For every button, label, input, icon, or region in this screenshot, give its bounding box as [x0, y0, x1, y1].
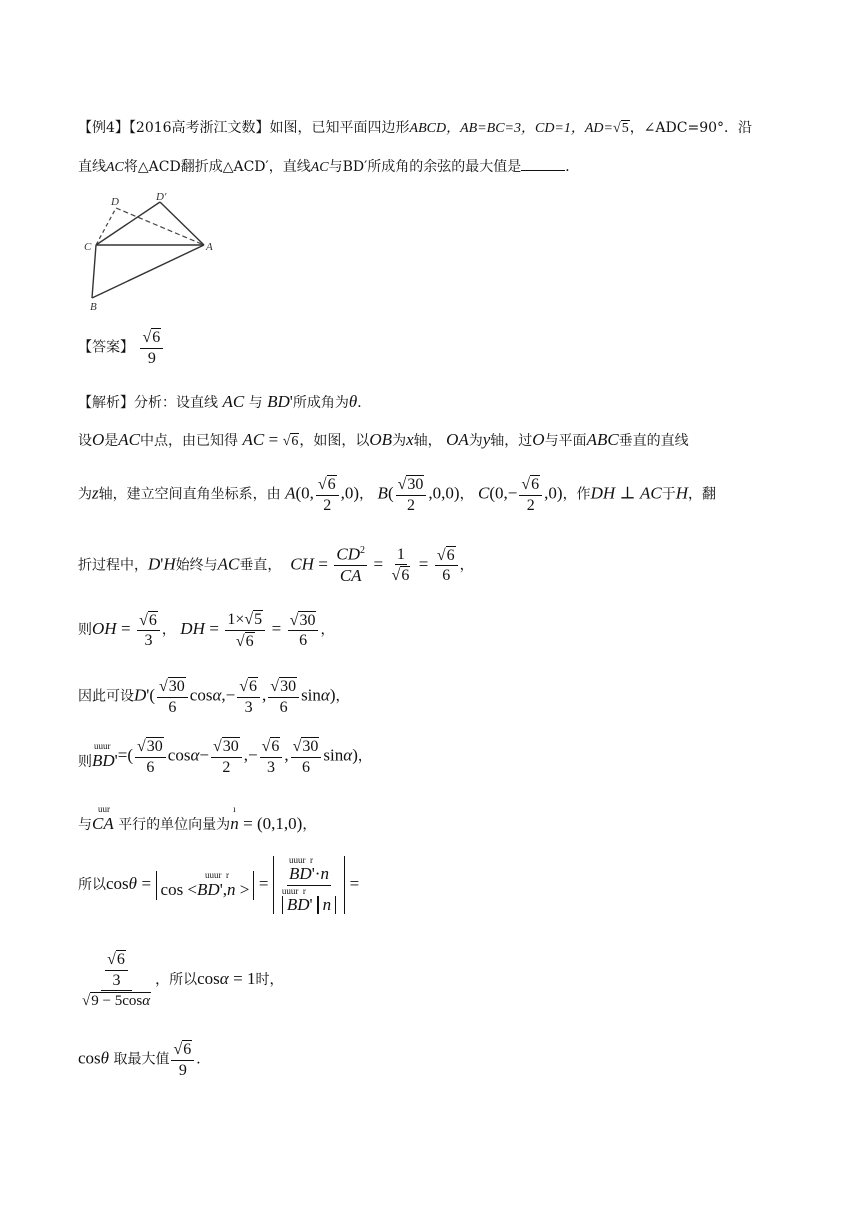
problem-line-1: 【例4】【2016高考浙江文数】如图，已知平面四边形ABCD，AB=BC=3，CD=1，AD=√5，∠ADC=90°．沿 — [78, 120, 753, 136]
analysis-line-7: uur 与CA 平行的单位向量为 ı n = (0,1,0)， — [78, 804, 317, 833]
analysis-line-6: uuur 则BD'=( $\frac{√30}{6}$ cosα− $\frac{√30}{2}$ ,− $\frac{√6}{3}$ , $\frac{√30}{6}$ sinα)， — [78, 738, 372, 776]
label-B: B — [90, 301, 97, 312]
label-A: A — [206, 241, 213, 253]
analysis-line-8: 所以cosθ = cos < uuur r BD',n > = uuur r BD'·n uuur r BD' n = — [78, 855, 360, 914]
analysis-line-4: 则OH = $\frac{√6}{3}$ ， DH = $\frac{1\times√5}{√6}$ = $\frac{√30}{6}$ ， — [78, 611, 335, 650]
label-D-prime: D′ — [156, 191, 167, 203]
label-C: C — [84, 241, 92, 253]
analysis-line-3: 折过程中，D'H始终与AC垂直， CH = $\frac{CD^2}{CA}$ = $\frac{1}{√6}$ = $\frac{√6}{6}$ ， — [78, 544, 474, 586]
analysis-line-9: $\frac{\frac{√6}{3}}{√9 - 5\cos\alpha}$ ，所以cosα = 1时， — [82, 951, 284, 1010]
analysis-line-2: 为z轴，建立空间直角坐标系，由 A(0, $\frac{√6}{2}$ ,0)， B( $\frac{√30}{2}$ ,0,0)， C(0,− $\frac{√6}{2}$ ,0)，作DH ⊥ AC于H，翻 — [78, 476, 717, 514]
analysis-line-0: 【解析】分析：设直线 AC 与 BD'所成角为θ． — [78, 392, 372, 411]
analysis-line-5: 因此可设D'( $\frac{√30}{6}$ cosα,− $\frac{√6}{3}$ , $\frac{√30}{6}$ sinα)， — [78, 678, 350, 716]
example-label: 【例4】【2016高考浙江文数】 — [78, 120, 270, 136]
label-D: D — [111, 196, 119, 208]
answer-blank — [521, 170, 565, 171]
analysis-line-1: 设O是AC中点，由已知得 AC = √6，如图，以OB为x轴， OA为y轴，过O与平面ABC垂直的直线 — [78, 430, 689, 449]
answer-line: 【答案】 $\frac{√6}{9}$ — [78, 328, 165, 367]
problem-line-2: 直线AC将△ACD翻折成△ACD′，直线AC与BD′所成角的余弦的最大值是 ． — [78, 159, 580, 175]
folding-figure — [82, 190, 222, 312]
analysis-line-10: cosθ 取最大值 $\frac{√6}{9}$ ． — [78, 1041, 211, 1079]
